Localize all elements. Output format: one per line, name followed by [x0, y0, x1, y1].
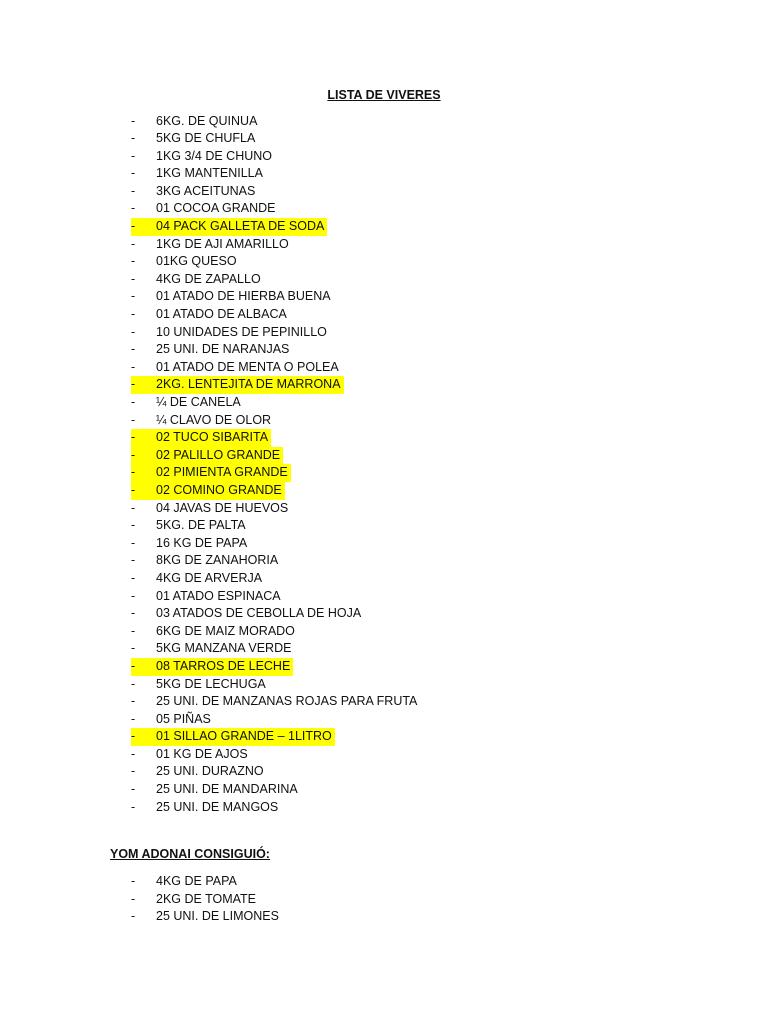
list-item-text: 5KG MANZANA VERDE	[156, 641, 292, 656]
list-item-text: 01 ATADO ESPINACA	[156, 588, 281, 603]
list-item-text: 25 UNI. DE MANGOS	[156, 799, 279, 814]
list-item	[131, 552, 420, 570]
list-line	[131, 535, 250, 553]
list-item-text: 16 KG DE PAPA	[156, 535, 248, 550]
list-item-text: 6KG. DE QUINUA	[156, 113, 258, 128]
bullet-dash: -	[131, 324, 136, 339]
list-item-text: 5KG DE LECHUGA	[156, 676, 266, 691]
list-item-text: 01KG QUESO	[156, 254, 237, 269]
list-item-text: 1KG 3/4 DE CHUNO	[156, 148, 273, 163]
list-item-text: 6KG DE MAIZ MORADO	[156, 623, 295, 638]
bullet-dash: -	[131, 201, 136, 216]
list-item-text: 2KG DE TOMATE	[156, 891, 257, 906]
bullet-dash: -	[131, 219, 136, 234]
bullet-dash: -	[131, 395, 136, 409]
list-item-text: 4KG DE ZAPALLO	[156, 271, 261, 286]
list-item-text: 8KG DE ZANAHORIA	[156, 553, 279, 568]
bullet-dash: -	[131, 711, 136, 726]
list-line	[131, 200, 278, 218]
list-item-text: 5KG DE CHUFLA	[156, 131, 256, 146]
list-item	[131, 429, 420, 447]
bullet-dash: -	[131, 588, 136, 603]
list-line	[131, 676, 269, 694]
bullet-dash: -	[131, 535, 136, 550]
list-item	[131, 763, 420, 781]
bullet-dash: -	[131, 307, 136, 322]
list-line	[131, 908, 282, 926]
list-item	[131, 570, 420, 588]
list-item-text: 03 ATADOS DE CEBOLLA DE HOJA	[156, 606, 362, 621]
list-item-text: 01 ATADO DE HIERBA BUENA	[156, 289, 331, 304]
list-item	[131, 500, 420, 518]
bullet-dash: -	[131, 641, 136, 656]
highlighted-line	[131, 482, 285, 500]
list-item-text: 4KG DE PAPA	[156, 874, 237, 888]
list-item	[131, 218, 420, 236]
list-item-text: 02 COMINO GRANDE	[156, 482, 282, 497]
bullet-dash: -	[131, 166, 136, 181]
bullet-dash: -	[131, 447, 136, 462]
list-item-text: 04 JAVAS DE HUEVOS	[156, 500, 289, 515]
list-item-text: 25 UNI. DE MANDARINA	[156, 782, 298, 797]
main-grocery-list	[131, 113, 420, 817]
list-line	[131, 640, 294, 658]
list-item	[131, 482, 420, 500]
list-item	[131, 588, 420, 606]
list-line	[131, 693, 420, 711]
list-item	[131, 517, 420, 535]
list-item	[131, 711, 420, 729]
list-item-text: 4KG DE ARVERJA	[156, 570, 263, 585]
list-line	[131, 711, 214, 729]
list-item	[131, 130, 420, 148]
highlighted-line	[131, 464, 291, 482]
list-item	[131, 236, 420, 254]
list-line	[131, 236, 292, 254]
list-line	[131, 165, 266, 183]
highlighted-line	[131, 728, 335, 746]
list-item	[131, 288, 420, 306]
list-item	[131, 746, 420, 764]
list-line	[131, 253, 240, 271]
bullet-dash: -	[131, 289, 136, 304]
bullet-dash: -	[131, 676, 136, 691]
list-item	[131, 605, 420, 623]
highlighted-line	[131, 447, 283, 465]
bullet-dash: -	[131, 570, 136, 585]
highlighted-line	[131, 376, 344, 394]
list-line	[131, 746, 251, 764]
list-item	[131, 253, 420, 271]
document-title-text: LISTA DE VIVERES	[327, 88, 441, 102]
list-item	[131, 640, 420, 658]
list-item-text: 5KG. DE PALTA	[156, 518, 246, 533]
list-item	[131, 891, 282, 909]
bullet-dash: -	[131, 254, 136, 269]
list-line	[131, 183, 258, 201]
list-line	[131, 324, 330, 342]
bullet-dash: -	[131, 746, 136, 761]
list-item-text: 25 UNI. DE NARANJAS	[156, 342, 290, 357]
list-item-text: 1KG DE AJI AMARILLO	[156, 236, 289, 251]
list-item	[131, 781, 420, 799]
highlighted-line	[131, 658, 293, 676]
bullet-dash: -	[131, 482, 136, 497]
list-line	[131, 623, 298, 641]
list-item	[131, 908, 282, 926]
list-line	[131, 306, 290, 324]
bullet-dash: -	[131, 359, 136, 374]
list-line	[131, 341, 292, 359]
list-line	[131, 113, 260, 131]
list-item	[131, 447, 420, 465]
list-item	[131, 535, 420, 553]
list-line	[131, 781, 301, 799]
bullet-dash: -	[131, 183, 136, 198]
bullet-dash: -	[131, 465, 136, 480]
bullet-dash: -	[131, 553, 136, 568]
bullet-dash: -	[131, 271, 136, 286]
bullet-dash: -	[131, 694, 136, 709]
bullet-dash: -	[131, 891, 136, 906]
list-item-text: 05 PIÑAS	[156, 711, 211, 726]
document-title	[0, 87, 768, 104]
bullet-dash: -	[131, 113, 136, 128]
bullet-dash: -	[131, 131, 136, 146]
list-item-text: 01 ATADO DE MENTA O POLEA	[156, 359, 339, 374]
list-item	[131, 271, 420, 289]
bullet-dash: -	[131, 729, 136, 744]
list-item-text: 02 TUCO SIBARITA	[156, 430, 269, 445]
list-item	[131, 148, 420, 166]
list-item-text: 08 TARROS DE LECHE	[156, 658, 291, 673]
obtained-items-list	[131, 873, 282, 926]
list-line	[131, 873, 240, 891]
list-item-text: 25 UNI. DE LIMONES	[156, 909, 279, 924]
bullet-dash: -	[131, 377, 136, 392]
list-item-text: 02 PIMIENTA GRANDE	[156, 465, 288, 480]
list-line	[131, 500, 291, 518]
bullet-dash: -	[131, 782, 136, 797]
bullet-dash: -	[131, 909, 136, 924]
list-item	[131, 306, 420, 324]
list-item-text: 01 SILLAO GRANDE – 1LITRO	[156, 729, 332, 744]
highlighted-line	[131, 218, 327, 236]
list-item	[131, 341, 420, 359]
list-item	[131, 658, 420, 676]
bullet-dash: -	[131, 148, 136, 163]
list-line	[131, 148, 275, 166]
list-line	[131, 288, 334, 306]
bullet-dash: -	[131, 236, 136, 251]
bullet-dash: -	[131, 430, 136, 445]
list-item-text: 25 UNI. DE MANZANAS ROJAS PARA FRUTA	[156, 694, 418, 709]
list-item	[131, 728, 420, 746]
bullet-dash: -	[131, 412, 136, 427]
list-line	[131, 552, 281, 570]
list-item-text: 25 UNI. DURAZNO	[156, 764, 264, 779]
list-item-text: 01 ATADO DE ALBACA	[156, 307, 287, 322]
list-item	[131, 693, 420, 711]
list-item	[131, 623, 420, 641]
list-item	[131, 873, 282, 891]
list-item-text: 02 PALILLO GRANDE	[156, 447, 281, 462]
list-item	[131, 183, 420, 201]
list-line	[131, 763, 267, 781]
list-line	[131, 588, 284, 606]
list-item-text: 3KG ACEITUNAS	[156, 183, 256, 198]
bullet-dash: -	[131, 518, 136, 533]
list-line	[131, 412, 274, 430]
bullet-dash: -	[131, 874, 136, 888]
list-item	[131, 464, 420, 482]
list-item	[131, 200, 420, 218]
list-item-text: 2KG. LENTEJITA DE MARRONA	[156, 377, 341, 392]
bullet-dash: -	[131, 658, 136, 673]
bullet-dash: -	[131, 799, 136, 814]
list-line	[131, 130, 258, 148]
list-item	[131, 113, 420, 131]
list-item	[131, 676, 420, 694]
list-line	[131, 271, 264, 289]
list-item	[131, 165, 420, 183]
highlighted-line	[131, 429, 271, 447]
list-item-text: 04 PACK GALLETA DE SODA	[156, 219, 325, 234]
second-section-heading: YOM ADONAI CONSIGUIÓ:	[110, 847, 270, 861]
list-line	[131, 359, 342, 377]
list-item	[131, 376, 420, 394]
bullet-dash: -	[131, 764, 136, 779]
list-line	[131, 394, 244, 412]
list-item	[131, 324, 420, 342]
list-line	[131, 517, 249, 535]
list-item	[131, 359, 420, 377]
bullet-dash: -	[131, 500, 136, 515]
list-item	[131, 799, 420, 817]
list-line	[131, 891, 259, 909]
list-item-text: ¼ DE CANELA	[156, 395, 241, 409]
bullet-dash: -	[131, 342, 136, 357]
list-item-text: 10 UNIDADES DE PEPINILLO	[156, 324, 327, 339]
list-item-text: ¼ CLAVO DE OLOR	[156, 412, 272, 427]
list-line	[131, 605, 364, 623]
list-item-text: 01 KG DE AJOS	[156, 746, 248, 761]
list-item	[131, 394, 420, 412]
list-line	[131, 799, 281, 817]
bullet-dash: -	[131, 606, 136, 621]
list-item-text: 1KG MANTENILLA	[156, 166, 263, 181]
bullet-dash: -	[131, 623, 136, 638]
list-line	[131, 570, 265, 588]
list-item	[131, 412, 420, 430]
list-item-text: 01 COCOA GRANDE	[156, 201, 276, 216]
